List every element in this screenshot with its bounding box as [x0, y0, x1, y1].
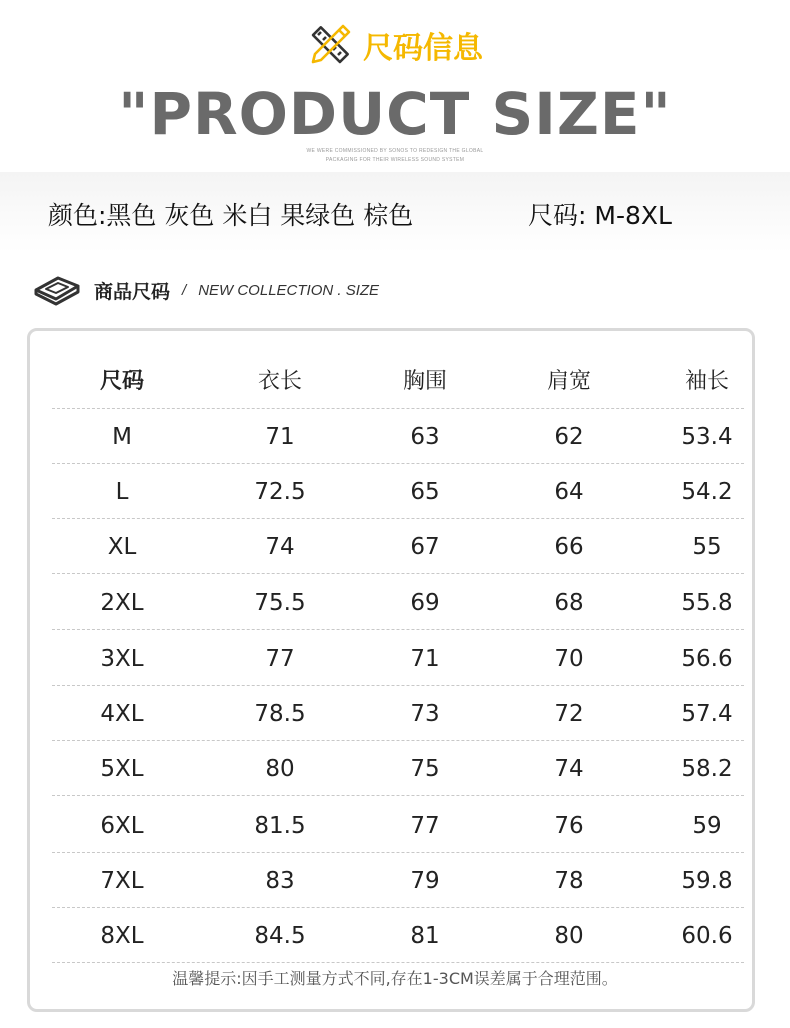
table-header-row: [52, 355, 744, 409]
table-row: [52, 410, 744, 464]
title-row: [0, 22, 790, 68]
header: [0, 0, 790, 170]
table-cell: 71: [265, 424, 295, 450]
section-separator: /: [182, 281, 187, 299]
table-cell: 74: [265, 534, 295, 560]
table-cell: L: [115, 479, 129, 505]
table-cell: 81: [410, 923, 440, 949]
table-cell: 84.5: [254, 923, 306, 949]
table-cell: 64: [554, 479, 584, 505]
table-row: [52, 632, 744, 686]
table-cell: 78.5: [254, 701, 306, 727]
sizes-text: 尺码: M-8XL: [528, 201, 672, 230]
table-header-cell: 尺码: [99, 369, 144, 394]
table-cell: 58.2: [681, 756, 733, 782]
table-header-cell: 胸围: [402, 369, 447, 394]
table-cell: 80: [554, 923, 584, 949]
table-cell: 79: [410, 868, 440, 894]
table-cell: 55: [692, 534, 722, 560]
table-cell: 55.8: [681, 590, 733, 616]
table-cell: 60.6: [681, 923, 733, 949]
table-cell: 72: [554, 701, 584, 727]
table-cell: 77: [410, 813, 440, 839]
table-cell: 56.6: [681, 646, 733, 672]
tagline-line-1: WE WERE COMMISSIONED BY SONOS TO REDESIGN THE GLOBAL: [306, 148, 484, 154]
tagline-line-2: PACKAGING FOR THEIR WIRELESS SOUND SYSTEM: [325, 157, 465, 163]
table-header-cell: 衣长: [257, 369, 302, 394]
section-title-cn: 商品尺码: [94, 280, 171, 303]
table-cell: 3XL: [100, 646, 144, 672]
table-cell: 71: [410, 646, 440, 672]
table-cell: XL: [107, 534, 137, 560]
table-cell: 66: [554, 534, 584, 560]
table-cell: 77: [265, 646, 295, 672]
table-cell: M: [112, 424, 132, 450]
table-cell: 78: [554, 868, 584, 894]
measurement-note: 温馨提示:因手工测量方式不同,存在1-3CM误差属于合理范围。: [172, 969, 618, 988]
table-cell: 65: [410, 479, 440, 505]
table-cell: 70: [554, 646, 584, 672]
table-cell: 83: [265, 868, 295, 894]
table-header-cell: 袖长: [684, 369, 729, 394]
table-cell: 2XL: [100, 590, 144, 616]
product-size-title: "PRODUCT SIZE": [118, 80, 672, 148]
table-cell: 68: [554, 590, 584, 616]
table-cell: 72.5: [254, 479, 306, 505]
table-row: [52, 576, 744, 630]
table-cell: 73: [410, 701, 440, 727]
table-cell: 59: [692, 813, 722, 839]
table-cell: 4XL: [100, 701, 144, 727]
table-cell: 76: [554, 813, 584, 839]
section-title-en: NEW COLLECTION . SIZE: [198, 281, 380, 299]
table-cell: 7XL: [100, 868, 144, 894]
table-row: [52, 854, 744, 908]
table-cell: 80: [265, 756, 295, 782]
table-row: [52, 687, 744, 741]
table-cell: 62: [554, 424, 584, 450]
table-cell: 53.4: [681, 424, 733, 450]
table-cell: 8XL: [100, 923, 144, 949]
table-cell: 59.8: [681, 868, 733, 894]
table-row: [52, 465, 744, 519]
table-row: [52, 742, 744, 796]
section-header: [32, 272, 379, 308]
title-cn: 尺码信息: [363, 31, 483, 66]
table-cell: 57.4: [681, 701, 733, 727]
table-row: [52, 520, 744, 574]
table-cell: 81.5: [254, 813, 306, 839]
table-row: [52, 909, 744, 963]
table-cell: 54.2: [681, 479, 733, 505]
pencil-ruler-icon: [307, 22, 353, 68]
table-cell: 5XL: [100, 756, 144, 782]
table-cell: 75: [410, 756, 440, 782]
table-header-cell: 肩宽: [546, 369, 591, 394]
colors-text: 颜色:黑色 灰色 米白 果绿色 棕色: [48, 201, 414, 230]
table-cell: 69: [410, 590, 440, 616]
table-cell: 6XL: [100, 813, 144, 839]
size-table-card: [27, 328, 755, 1012]
table-row: [52, 799, 744, 853]
table-cell: 75.5: [254, 590, 306, 616]
table-cell: 63: [410, 424, 440, 450]
table-cell: 67: [410, 534, 440, 560]
box-icon: [32, 272, 82, 308]
table-cell: 74: [554, 756, 584, 782]
